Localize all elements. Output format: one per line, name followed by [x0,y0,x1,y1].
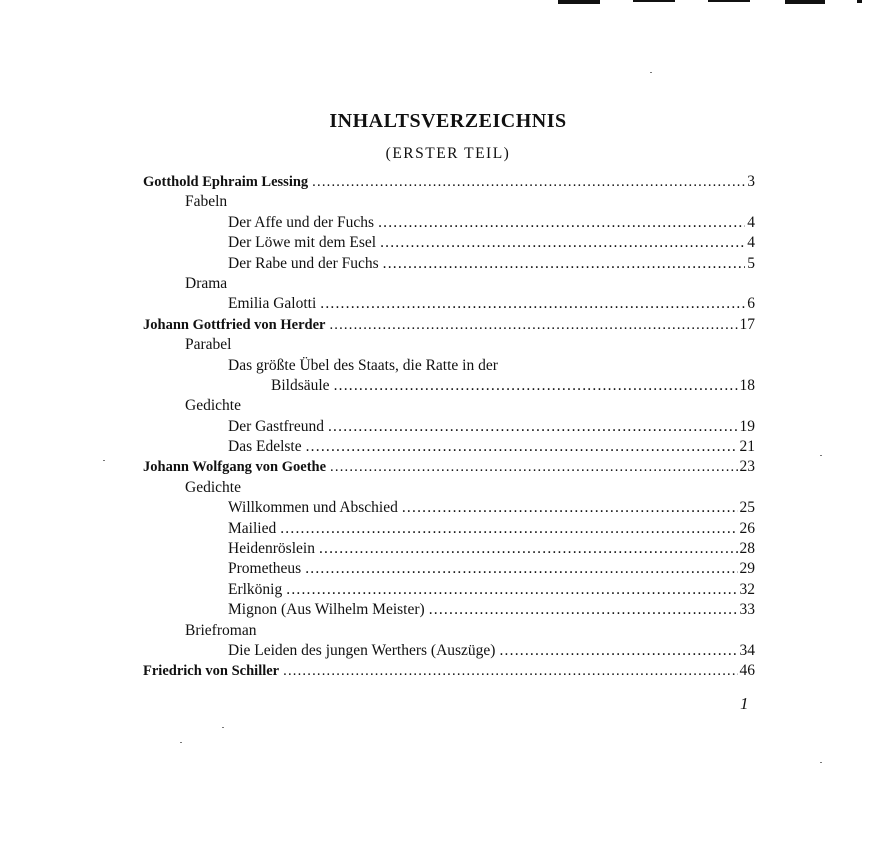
toc-page-number: 23 [739,458,755,476]
toc-entry-label: Gotthold Ephraim Lessing [143,174,309,190]
toc-page-number: 18 [739,376,755,394]
dot-leader [330,457,737,477]
toc-entry [143,519,755,539]
dot-leader [429,600,738,620]
toc-page-number: 28 [739,540,755,558]
toc-page-number: 4 [747,213,755,231]
dot-leader [380,233,745,253]
toc-section-heading [143,478,755,498]
toc-entry-label: Das Edelste [228,438,302,456]
scan-mark [857,0,862,3]
toc-entry-label: Johann Wolfgang von Goethe [143,459,327,476]
toc-entry-label: Friedrich von Schiller [143,663,280,680]
toc-section-heading [143,274,755,294]
toc-entry [143,376,755,396]
scan-mark [785,0,825,4]
scan-speck [180,742,182,743]
dot-leader [312,172,745,192]
dot-leader [319,539,738,559]
toc-entry [143,233,755,253]
scan-mark [633,0,675,2]
toc-page-number: 46 [739,662,755,680]
dot-leader [402,498,738,518]
toc-entry-label: Der Affe und der Fuchs [228,213,375,231]
toc-entry-label: Emilia Galotti [228,295,317,313]
toc-entry [143,498,755,518]
dot-leader [334,376,738,396]
toc-section-heading [143,621,755,641]
toc-entry-label: Das größte Übel des Staats, die Ratte in der [228,356,498,374]
scan-speck [103,460,105,461]
toc-entry [143,417,755,437]
toc-page-number: 33 [739,601,755,619]
toc-author-entry [143,457,755,477]
toc-page-number: 19 [739,417,755,435]
toc-entry [143,356,755,376]
toc-page-number: 5 [747,254,755,272]
toc-page-number: 29 [739,560,755,578]
toc-entry [143,559,755,579]
toc-author-entry [143,661,755,681]
dot-leader [499,641,737,661]
toc-entry [143,580,755,600]
toc-entry-label: Mignon (Aus Wilhelm Meister) [228,601,425,619]
dot-leader [329,315,737,335]
toc-entry [143,254,755,274]
scan-mark [708,0,750,2]
toc-entry-label: Briefroman [185,621,257,639]
dot-leader [320,294,745,314]
toc-page-number: 25 [739,499,755,517]
toc-page-number: 17 [739,315,755,333]
dot-leader [280,519,737,539]
page-subtitle: (ERSTER TEIL) [385,145,511,162]
toc-entry-label: Gedichte [185,397,241,415]
toc-entry-label: Gedichte [185,478,241,496]
toc-entry-label: Erlkönig [228,580,283,598]
toc-entry-label: Drama [185,274,228,292]
toc-entry [143,437,755,457]
toc-entry-label: Bildsäule [271,376,330,394]
toc-page-number: 6 [747,295,755,313]
toc-entry [143,294,755,314]
toc-section-heading [143,396,755,416]
dot-leader [283,661,737,681]
dot-leader [378,213,745,233]
toc-page-number: 26 [739,519,755,537]
scan-mark [558,0,600,4]
toc-author-entry [143,172,755,192]
toc-author-entry [143,315,755,335]
toc-entry [143,600,755,620]
toc-page-number: 4 [747,234,755,252]
toc-entry-label: Willkommen und Abschied [228,499,398,517]
toc-section-heading [143,335,755,355]
toc-entry [143,213,755,233]
dot-leader [305,559,737,579]
toc-page-number: 32 [739,580,755,598]
toc-entry-label: Prometheus [228,560,302,578]
toc-entry-label: Johann Gottfried von Herder [143,316,326,333]
scan-speck [820,762,822,763]
toc-entry [143,641,755,661]
scan-speck [650,72,652,73]
toc-entry-label: Fabeln [185,193,228,211]
dot-leader [306,437,738,457]
toc-entry-label: Der Gastfreund [228,417,324,435]
toc-page-number: 34 [739,641,755,659]
toc-entry-label: Die Leiden des jungen Werthers (Auszüge) [228,641,496,659]
scan-speck [222,727,224,728]
toc-entry-label: Der Löwe mit dem Esel [228,234,377,252]
toc-entry-label: Der Rabe und der Fuchs [228,254,379,272]
dot-leader [286,580,737,600]
page-number: 1 [740,694,749,713]
dot-leader [383,254,746,274]
toc-entry [143,539,755,559]
toc-entry-label: Heidenröslein [228,540,315,558]
scan-speck [820,455,822,456]
dot-leader [328,417,738,437]
page-title: INHALTSVERZEICHNIS [329,110,567,132]
table-of-contents [143,172,755,682]
toc-page-number: 21 [739,438,755,456]
toc-entry-label: Mailied [228,519,277,537]
toc-entry-label: Parabel [185,336,232,354]
toc-page-number: 3 [747,173,755,190]
toc-section-heading [143,192,755,212]
